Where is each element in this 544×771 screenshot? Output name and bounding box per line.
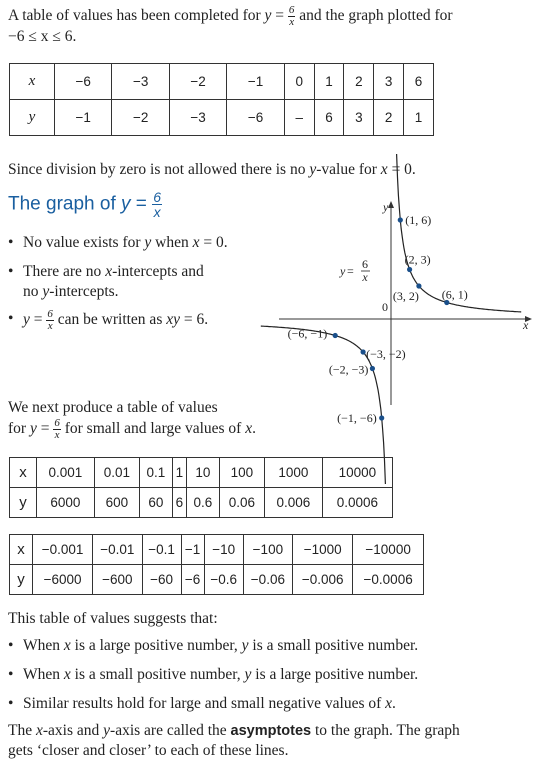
table-cell-y: −3	[169, 100, 226, 136]
graph-point	[407, 267, 412, 272]
table-cell-y: 600	[94, 488, 139, 518]
next-frac-den: x	[54, 429, 60, 441]
next-text: for	[8, 420, 30, 438]
table-cell-x: −2	[169, 64, 226, 100]
table-cell-x: 10000	[322, 458, 392, 488]
intro-frac-num: 6	[288, 4, 295, 16]
division-note-text: Since division by zero is not allowed there is no	[8, 161, 310, 178]
section-bullet-3	[8, 309, 278, 332]
table-cell-y: 6000	[37, 488, 95, 518]
conclusion-text-c: -axis and	[42, 722, 104, 739]
table-cell-y: −0.0006	[353, 565, 424, 595]
conclusion-text: The	[8, 722, 36, 739]
table-cell-y: −2	[112, 100, 169, 136]
curve-label-y: y	[340, 264, 346, 278]
heading-eq: =	[130, 193, 153, 215]
curve-label-eq: =	[347, 264, 354, 278]
division-note	[8, 160, 416, 180]
heading-text: The graph of	[8, 193, 122, 215]
section-bullet-2	[8, 262, 268, 302]
bullet-text-c: when	[151, 234, 193, 251]
table-cell-x: 1000	[265, 458, 323, 488]
intro-paragraph	[8, 5, 538, 28]
table-cell-y: −1	[55, 100, 112, 136]
table-row	[10, 100, 434, 136]
division-note-text-c: -value for	[316, 161, 381, 178]
next-line-1: We next produce a table of values	[8, 399, 218, 416]
division-note-x: x	[380, 161, 388, 178]
bullet-text-2: no	[23, 283, 43, 300]
bullet-text-c: is a large positive number,	[70, 637, 242, 654]
bullet-eq: =	[29, 311, 47, 329]
small-large-table	[9, 457, 393, 518]
next-text-c: .	[252, 420, 256, 438]
table-cell-y: −0.006	[293, 565, 353, 595]
curve-label-den: x	[362, 270, 368, 284]
table-cell-x: −0.1	[142, 535, 181, 565]
conclusion-text-e: -axis are called the	[110, 722, 231, 739]
graph-point	[416, 283, 421, 288]
suggest-bullet-2	[8, 665, 538, 685]
table-row	[10, 565, 424, 595]
bullet-x: x	[192, 234, 200, 251]
table-row	[10, 64, 434, 100]
bullet-text-e: is a small positive number.	[248, 637, 419, 654]
point-label: (1, 6)	[405, 213, 432, 227]
table-cell-x: 10	[186, 458, 219, 488]
bullet-x: x	[385, 695, 393, 712]
heading-frac-num: 6	[153, 189, 161, 205]
table-cell-y: −600	[93, 565, 143, 595]
table-cell-x: 0.01	[94, 458, 139, 488]
bullet-text: When	[23, 637, 64, 654]
table-cell-y: 3	[344, 100, 374, 136]
bullet-frac-den: x	[47, 320, 53, 332]
table-cell-y: −6	[181, 565, 204, 595]
table-cell-x: −10000	[353, 535, 424, 565]
table-cell-x: −6	[55, 64, 112, 100]
point-label: (−3, −2)	[366, 347, 406, 361]
table-row	[10, 535, 424, 565]
intro-range: −6 ≤ x ≤ 6.	[8, 28, 77, 45]
next-frac-num: 6	[54, 417, 60, 429]
curve-label-num: 6	[362, 257, 368, 271]
point-label: (3, 2)	[392, 289, 419, 303]
table-cell-y: 1	[404, 100, 434, 136]
values-table	[9, 63, 434, 136]
conclusion-text-g: to the graph. The graph	[311, 722, 460, 739]
negative-values-table	[9, 534, 424, 595]
graph-point	[361, 349, 366, 354]
bullet-y: y	[144, 234, 152, 251]
conclusion-y: y	[103, 722, 111, 739]
division-note-y: y	[309, 161, 317, 178]
intro-y: y	[264, 7, 272, 25]
intro-frac-den: x	[289, 16, 295, 28]
intro-text: A table of values has been completed for	[8, 7, 265, 25]
next-fraction	[53, 418, 61, 441]
bullet-text: There are no	[23, 263, 106, 280]
curve-label	[339, 257, 370, 284]
table-cell-y: −0.6	[204, 565, 243, 595]
table-cell-y: 6	[172, 488, 186, 518]
conclusion	[8, 721, 542, 761]
table-cell-x: 0.001	[37, 458, 95, 488]
next-eq: =	[36, 420, 54, 438]
bullet-y: y	[42, 283, 50, 300]
reciprocal-graph	[274, 195, 540, 425]
bullet-y: y	[23, 311, 30, 329]
table-cell-y: −6	[227, 100, 284, 136]
table-cell-x: 3	[374, 64, 404, 100]
table-header-y: y	[10, 488, 37, 518]
next-x: x	[245, 420, 253, 438]
bullet-icon: •	[8, 234, 14, 251]
section-heading	[8, 190, 162, 219]
table-cell-y: 0.0006	[322, 488, 392, 518]
x-axis-label: x	[523, 318, 529, 332]
y-axis-label: y	[383, 200, 389, 214]
table-cell-y: –	[284, 100, 314, 136]
bullet-text-c: .	[392, 695, 396, 712]
table-cell-x: −0.001	[33, 535, 93, 565]
graph-point	[370, 366, 375, 371]
table-cell-y: −60	[142, 565, 181, 595]
table-cell-x: −1	[181, 535, 204, 565]
bullet-icon: •	[8, 695, 14, 712]
table-header-x: x	[10, 64, 55, 100]
bullet-xy: xy	[166, 311, 180, 329]
conclusion-line-2: gets ‘closer and closer’ to each of these lines.	[8, 742, 289, 759]
point-label: (2, 3)	[404, 252, 431, 267]
table-cell-x: 1	[314, 64, 344, 100]
graph-point	[398, 217, 403, 222]
heading-fraction	[152, 190, 162, 219]
bullet-text-e: is a large positive number.	[251, 666, 419, 683]
table-cell-y: 2	[374, 100, 404, 136]
bullet-text: When	[23, 666, 64, 683]
table-cell-y: 0.06	[219, 488, 264, 518]
bullet-text: Similar results hold for large and small negative values of	[23, 695, 386, 712]
conclusion-x: x	[35, 722, 43, 739]
table-header-y: y	[10, 100, 55, 136]
point-label: (−2, −3)	[328, 362, 369, 377]
table-cell-y: −6000	[33, 565, 93, 595]
bullet-text-c: can be written as	[53, 311, 167, 329]
section-bullet-1	[8, 233, 268, 253]
division-note-text-e: = 0.	[387, 161, 416, 178]
table-cell-x: −0.01	[93, 535, 143, 565]
intro-eq: =	[271, 7, 288, 25]
table-header-y: y	[10, 565, 33, 595]
table-cell-y: −0.06	[243, 565, 293, 595]
next-y: y	[29, 420, 37, 438]
bullet-x: x	[63, 666, 71, 683]
suggest-intro: This table of values suggests that:	[8, 610, 218, 627]
bullet-text-c: is a small positive number,	[70, 666, 245, 683]
bullet-y: y	[241, 637, 249, 654]
table-cell-x: 6	[404, 64, 434, 100]
bullet-x: x	[63, 637, 71, 654]
point-label: (−6, −1)	[287, 326, 328, 341]
next-text-b: for small and large values of	[60, 420, 246, 438]
bullet-frac-num: 6	[47, 308, 53, 320]
table-cell-y: 6	[314, 100, 344, 136]
table-cell-y: 0.6	[186, 488, 219, 518]
bullet-icon: •	[8, 637, 14, 654]
table-cell-x: −1	[227, 64, 284, 100]
graph-point	[333, 333, 338, 338]
heading-frac-den: x	[153, 204, 161, 220]
suggest-bullet-1	[8, 636, 538, 656]
point-label: (−1, −6)	[337, 411, 377, 425]
bullet-icon: •	[8, 310, 14, 327]
bullet-text-e: = 6.	[180, 311, 209, 329]
asymptotes-term: asymptotes	[230, 723, 312, 739]
next-line-2	[8, 418, 256, 441]
table-header-x: x	[10, 458, 37, 488]
intro-text-b: and the graph plotted for	[295, 7, 453, 25]
suggest-bullet-3	[8, 694, 538, 714]
table-cell-x: 2	[344, 64, 374, 100]
table-cell-x: −3	[112, 64, 169, 100]
table-cell-x: 1	[172, 458, 186, 488]
table-row	[10, 488, 393, 518]
table-cell-y: 0.006	[265, 488, 323, 518]
table-cell-x: 0.1	[140, 458, 173, 488]
table-cell-y: 60	[140, 488, 173, 518]
graph-point	[379, 415, 384, 420]
y-axis-arrow-icon	[388, 201, 394, 208]
table-header-x: x	[10, 535, 33, 565]
heading-y: y	[121, 193, 131, 215]
origin-label: 0	[382, 300, 388, 314]
table-cell-x: −1000	[293, 535, 353, 565]
table-cell-x: 0	[284, 64, 314, 100]
table-row	[10, 458, 393, 488]
bullet-y: y	[244, 666, 252, 683]
bullet-icon: •	[8, 263, 14, 280]
point-label: (6, 1)	[441, 287, 468, 302]
table-cell-x: −10	[204, 535, 243, 565]
table-cell-x: 100	[219, 458, 264, 488]
bullet-text-c: -intercepts and	[112, 263, 204, 280]
bullet-text: No value exists for	[23, 234, 145, 251]
bullet-text-2c: -intercepts.	[49, 283, 119, 300]
bullet-x: x	[105, 263, 113, 280]
bullet-icon: •	[8, 666, 14, 683]
bullet-fraction	[46, 309, 54, 332]
table-cell-x: −100	[243, 535, 293, 565]
bullet-text-e: = 0.	[199, 234, 228, 251]
